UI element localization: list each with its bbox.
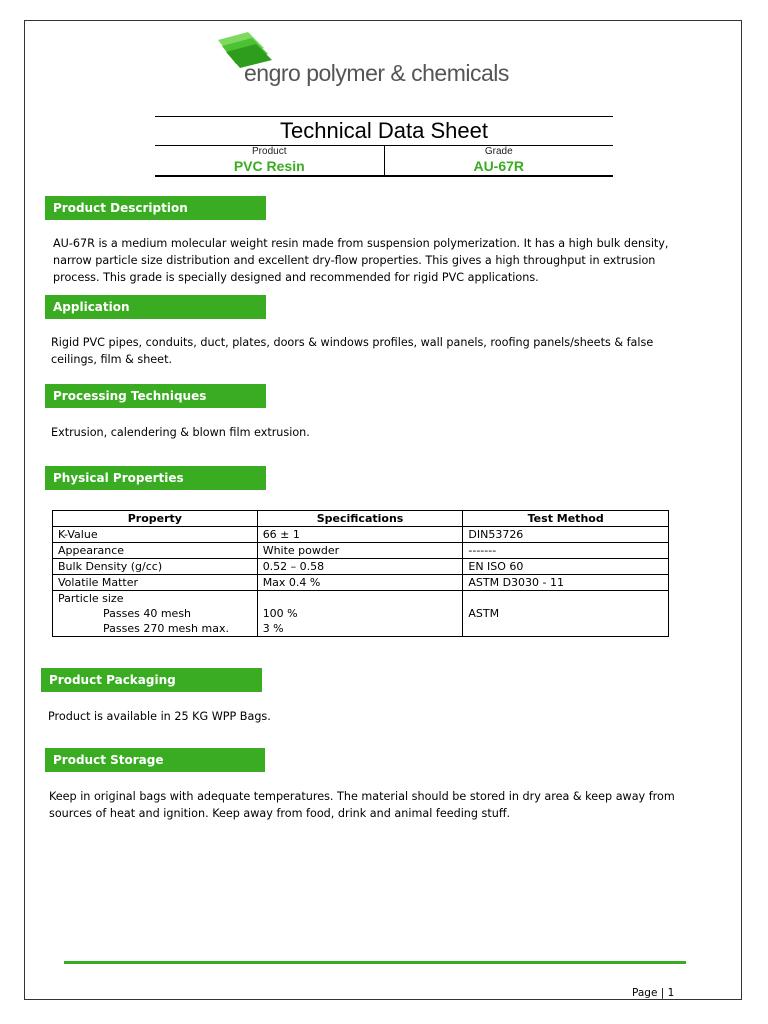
column-header: Property [53, 511, 258, 527]
section-heading-processing: Processing Techniques [45, 384, 266, 408]
column-header: Specifications [257, 511, 463, 527]
product-value: PVC Resin [233, 158, 305, 174]
table-cell: Volatile Matter [53, 575, 258, 591]
table-cell [53, 591, 258, 637]
company-logo [214, 30, 514, 90]
page-title: Technical Data Sheet [280, 118, 488, 143]
logo-wordmark: engro polymer & chemicals [244, 60, 509, 86]
grade-label: Grade [484, 146, 513, 157]
section-heading-physical: Physical Properties [45, 466, 266, 490]
particle-spec-40: 100 % [262, 607, 298, 620]
tds-header [155, 116, 613, 177]
processing-text: Extrusion, calendering & blown film extrusion. [51, 426, 310, 439]
physical-properties-table [52, 510, 669, 637]
table-cell [257, 591, 463, 637]
table-row-particle-size [53, 591, 669, 637]
table-cell: ASTM D3030 - 11 [463, 575, 669, 591]
section-heading-packaging: Product Packaging [41, 668, 262, 692]
section-heading-application: Application [45, 295, 266, 319]
packaging-text: Product is available in 25 KG WPP Bags. [48, 710, 271, 723]
description-text: AU-67R is a medium molecular weight resin made from suspension polymerization. It has a high bulk density, narrow particle size distribution and excellent dry-flow properties. This gives a high throughput in extrusion process. This grade is specially designed and recommended for rigid PVC applications. [53, 237, 669, 284]
grade-cell [385, 146, 614, 175]
section-heading-description: Product Description [45, 196, 266, 220]
column-header: Test Method [463, 511, 669, 527]
table-cell: EN ISO 60 [463, 559, 669, 575]
table-cell: Max 0.4 % [257, 575, 463, 591]
table-cell: Appearance [53, 543, 258, 559]
storage-text: Keep in original bags with adequate temperatures. The material should be stored in dry area & keep away from sources of heat and ignition. Keep away from food, drink and animal feeding stuff. [49, 790, 675, 820]
particle-sub-40: Passes 40 mesh [103, 607, 192, 620]
product-cell [155, 146, 385, 175]
particle-spec-270: 3 % [262, 622, 284, 635]
table-cell: DIN53726 [463, 527, 669, 543]
table-cell: White powder [257, 543, 463, 559]
grade-value: AU-67R [473, 158, 525, 174]
table-header-row [53, 511, 669, 527]
footer-rule [64, 961, 686, 964]
table-cell: 66 ± 1 [257, 527, 463, 543]
table-row [53, 543, 669, 559]
page-number: Page | 1 [632, 987, 675, 999]
table-cell: 0.52 – 0.58 [257, 559, 463, 575]
table-cell [463, 591, 669, 637]
table-row [53, 559, 669, 575]
product-label: Product [252, 146, 287, 157]
section-heading-storage: Product Storage [45, 748, 265, 772]
particle-sub-270: Passes 270 mesh max. [103, 622, 229, 635]
application-text: Rigid PVC pipes, conduits, duct, plates, doors & windows profiles, wall panels, roofing panels/sheets & false ceilings, film & sheet. [51, 336, 654, 366]
table-cell: ------- [463, 543, 669, 559]
table-row [53, 575, 669, 591]
particle-size-label: Particle size [58, 592, 124, 605]
table-row [53, 527, 669, 543]
table-cell: K-Value [53, 527, 258, 543]
particle-method: ASTM [468, 607, 500, 620]
table-cell: Bulk Density (g/cc) [53, 559, 258, 575]
